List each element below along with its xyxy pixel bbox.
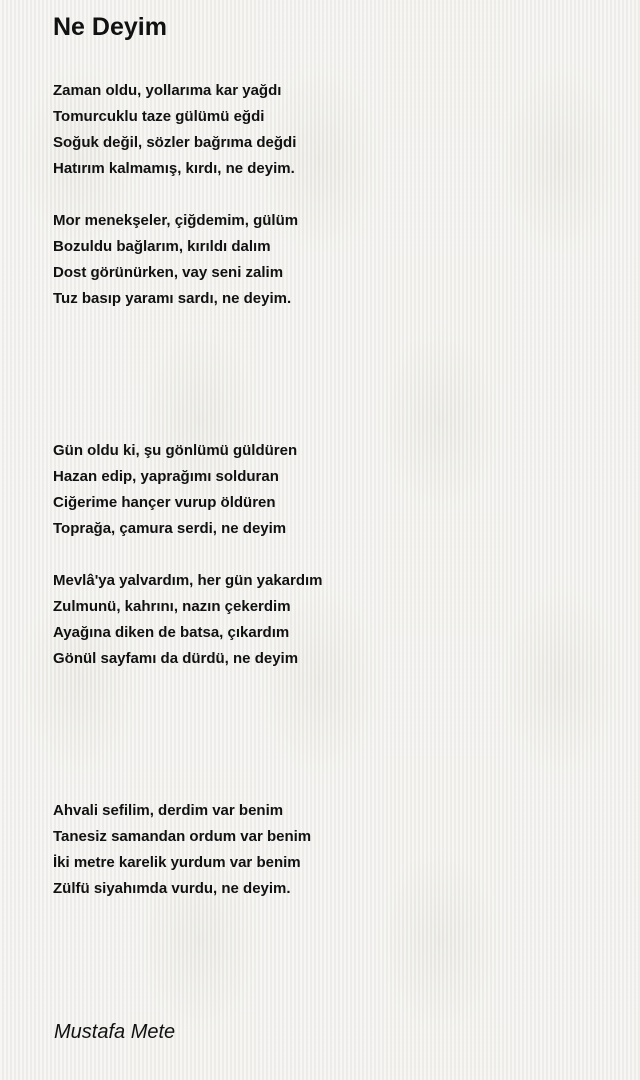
poem-line: Toprağa, çamura serdi, ne deyim bbox=[53, 520, 287, 537]
poem-line: Gönül sayfamı da dürdü, ne deyim bbox=[53, 650, 299, 667]
poem-line: Zülfü siyahımda vurdu, ne deyim. bbox=[53, 880, 291, 897]
stanza-4 bbox=[53, 568, 323, 672]
poem-title: Ne Deyim bbox=[53, 13, 167, 41]
poem-line: Bozuldu bağlarım, kırıldı dalım bbox=[53, 238, 271, 255]
poem-line: Tuz basıp yaramı sardı, ne deyim. bbox=[53, 290, 292, 307]
poem-line: Mor menekşeler, çiğdemim, gülüm bbox=[53, 212, 299, 229]
stanza-5 bbox=[53, 798, 311, 902]
poem-line: Tomurcuklu taze gülümü eğdi bbox=[53, 108, 265, 125]
poem-line: Zaman oldu, yollarıma kar yağdı bbox=[53, 82, 282, 99]
poem-line: Tanesiz samandan ordum var benim bbox=[53, 828, 312, 845]
poem-line: Dost görünürken, vay seni zalim bbox=[53, 264, 284, 281]
poem-line: Ahvali sefilim, derdim var benim bbox=[53, 802, 284, 819]
stanza-3 bbox=[53, 438, 297, 542]
author-name: Mustafa Mete bbox=[54, 1021, 176, 1043]
stanza-1 bbox=[53, 78, 296, 182]
poem-line: Gün oldu ki, şu gönlümü güldüren bbox=[53, 442, 298, 459]
poem-line: Ciğerime hançer vurup öldüren bbox=[53, 494, 276, 511]
poem-line: Hatırım kalmamış, kırdı, ne deyim. bbox=[53, 160, 295, 177]
stanza-2 bbox=[53, 208, 298, 312]
poem-line: Zulmunü, kahrını, nazın çekerdim bbox=[53, 598, 291, 615]
poem-line: Ayağına diken de batsa, çıkardım bbox=[53, 624, 290, 641]
poem-line: Mevlâ'ya yalvardım, her gün yakardım bbox=[53, 572, 323, 589]
poem-line: İki metre karelik yurdum var benim bbox=[53, 854, 301, 871]
poem-line: Soğuk değil, sözler bağrıma değdi bbox=[53, 134, 297, 151]
poem-line: Hazan edip, yaprağımı solduran bbox=[53, 468, 279, 485]
